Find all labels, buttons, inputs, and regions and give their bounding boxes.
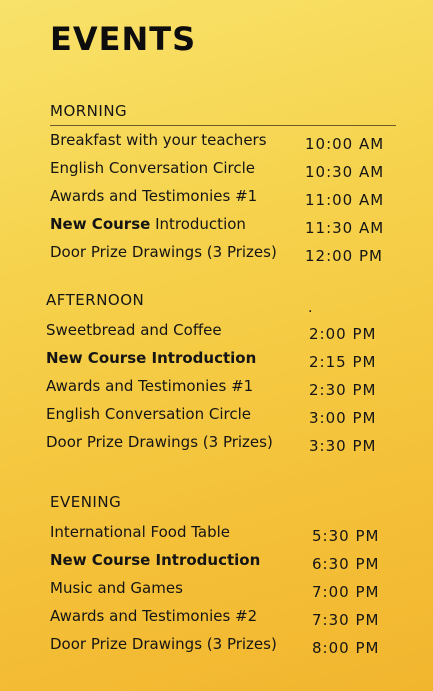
event-name: Music and Games — [50, 579, 183, 597]
event-name — [50, 212, 246, 236]
event-time: 5:30 PM — [312, 527, 380, 545]
schedule-row — [50, 604, 396, 632]
schedule-row — [50, 184, 396, 212]
event-name: Awards and Testimonies #1 — [50, 187, 258, 205]
schedule-row — [50, 520, 396, 548]
evening-section — [50, 492, 396, 660]
schedule-row — [50, 548, 396, 576]
schedule-row — [50, 156, 396, 184]
schedule-row — [50, 128, 396, 156]
event-time: 7:30 PM — [312, 611, 380, 629]
schedule-row — [46, 374, 396, 402]
event-time: 3:30 PM — [309, 437, 377, 455]
schedule-row — [46, 346, 396, 374]
event-time: 12:00 PM — [305, 247, 383, 265]
event-name: English Conversation Circle — [50, 159, 255, 177]
event-name: Awards and Testimonies #2 — [50, 607, 258, 625]
event-name-rest: Introduction — [150, 215, 246, 233]
event-name: Door Prize Drawings (3 Prizes) — [50, 243, 277, 261]
schedule-row — [46, 402, 396, 430]
event-time: 7:00 PM — [312, 583, 380, 601]
divider — [50, 125, 396, 126]
event-time: 11:00 AM — [305, 191, 385, 209]
stray-dot: . — [308, 300, 313, 316]
event-time: 2:15 PM — [309, 353, 377, 371]
event-time: 2:30 PM — [309, 381, 377, 399]
event-name-bold: New Course — [50, 215, 151, 233]
event-time: 8:00 PM — [312, 639, 380, 657]
event-name: Door Prize Drawings (3 Prizes) — [46, 433, 273, 451]
event-name: Sweetbread and Coffee — [46, 321, 222, 339]
event-name: Breakfast with your teachers — [50, 131, 267, 149]
schedule-row — [50, 240, 396, 268]
event-time: 11:30 AM — [305, 219, 385, 237]
afternoon-heading: AFTERNOON — [46, 291, 145, 309]
morning-heading: MORNING — [50, 102, 128, 120]
event-time: 6:30 PM — [312, 555, 380, 573]
schedule-row — [50, 632, 396, 660]
event-time: 2:00 PM — [309, 325, 377, 343]
page-title: EVENTS — [50, 20, 197, 58]
schedule-row — [50, 576, 396, 604]
event-name: New Course Introduction — [46, 349, 257, 367]
morning-section — [50, 101, 396, 268]
event-name: Door Prize Drawings (3 Prizes) — [50, 635, 277, 653]
event-time: 10:30 AM — [305, 163, 385, 181]
schedule-row — [50, 212, 396, 240]
event-time: 10:00 AM — [305, 135, 385, 153]
afternoon-section — [46, 290, 396, 458]
schedule-row — [46, 318, 396, 346]
event-name: International Food Table — [50, 523, 231, 541]
event-name: Awards and Testimonies #1 — [46, 377, 254, 395]
event-name: New Course Introduction — [50, 551, 261, 569]
schedule-row — [46, 430, 396, 458]
event-time: 3:00 PM — [309, 409, 377, 427]
evening-heading: EVENING — [50, 493, 122, 511]
event-name: English Conversation Circle — [46, 405, 251, 423]
